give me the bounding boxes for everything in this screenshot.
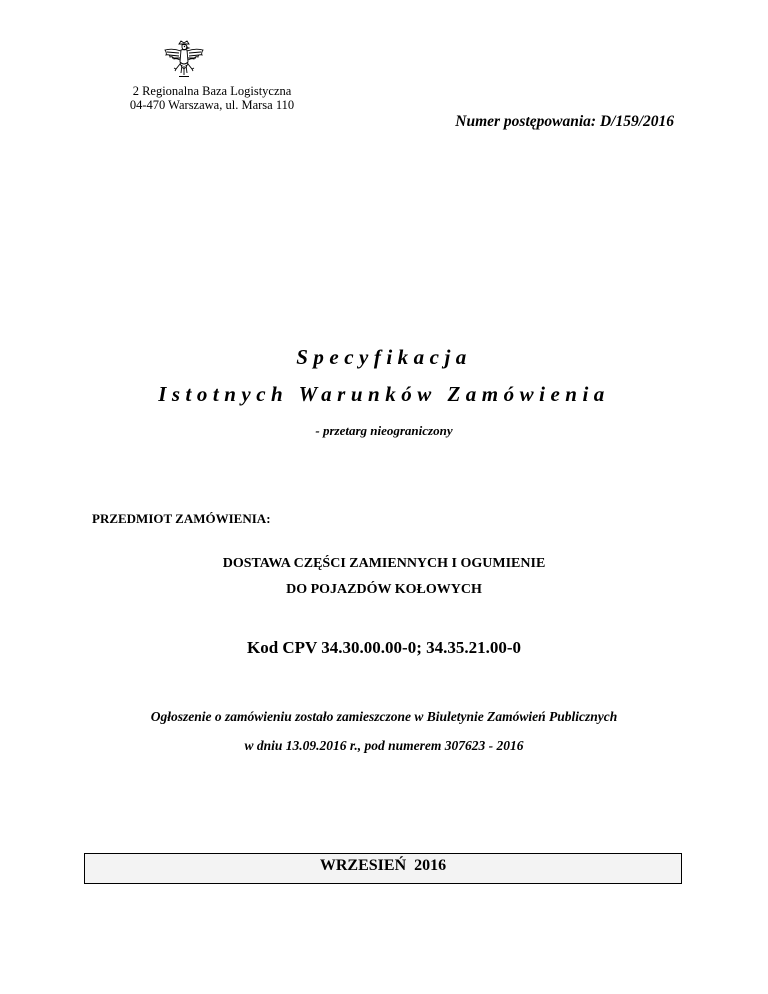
notice-line-1: Ogłoszenie o zamówieniu zostało zamieszczone w Biuletynie Zamówień Publicznych [150,709,618,724]
document-subtitle: - przetarg nieograniczony [315,423,453,438]
document-title-line-2: Istotnych Warunków Zamówienia [158,382,610,406]
date-label: WRZESIEŃ 2016 [319,857,447,874]
organization-name: 2 Regionalna Baza Logistyczna [132,84,292,98]
procedure-number: Numer postępowania: D/159/2016 [455,113,674,130]
subject-line-1: DOSTAWA CZĘŚCI ZAMIENNYCH I OGUMIENIE [222,556,546,571]
cpv-code: Kod CPV 34.30.00.00-0; 34.35.21.00-0 [246,638,522,657]
organization-address-line: 04-470 Warszawa, ul. Marsa 110 [129,98,295,112]
organization-address [112,84,312,112]
notice-line-2: w dniu 13.09.2016 r., pod numerem 307623 - 2016 [244,738,524,753]
subject-line-2: DO POJAZDÓW KOŁOWYCH [286,582,482,597]
polish-eagle-emblem-icon [161,40,207,82]
subject-label: PRZEDMIOT ZAMÓWIENIA: [92,511,271,526]
date-box [84,853,682,884]
document-title-line-1: Specyfikacja [296,345,472,369]
